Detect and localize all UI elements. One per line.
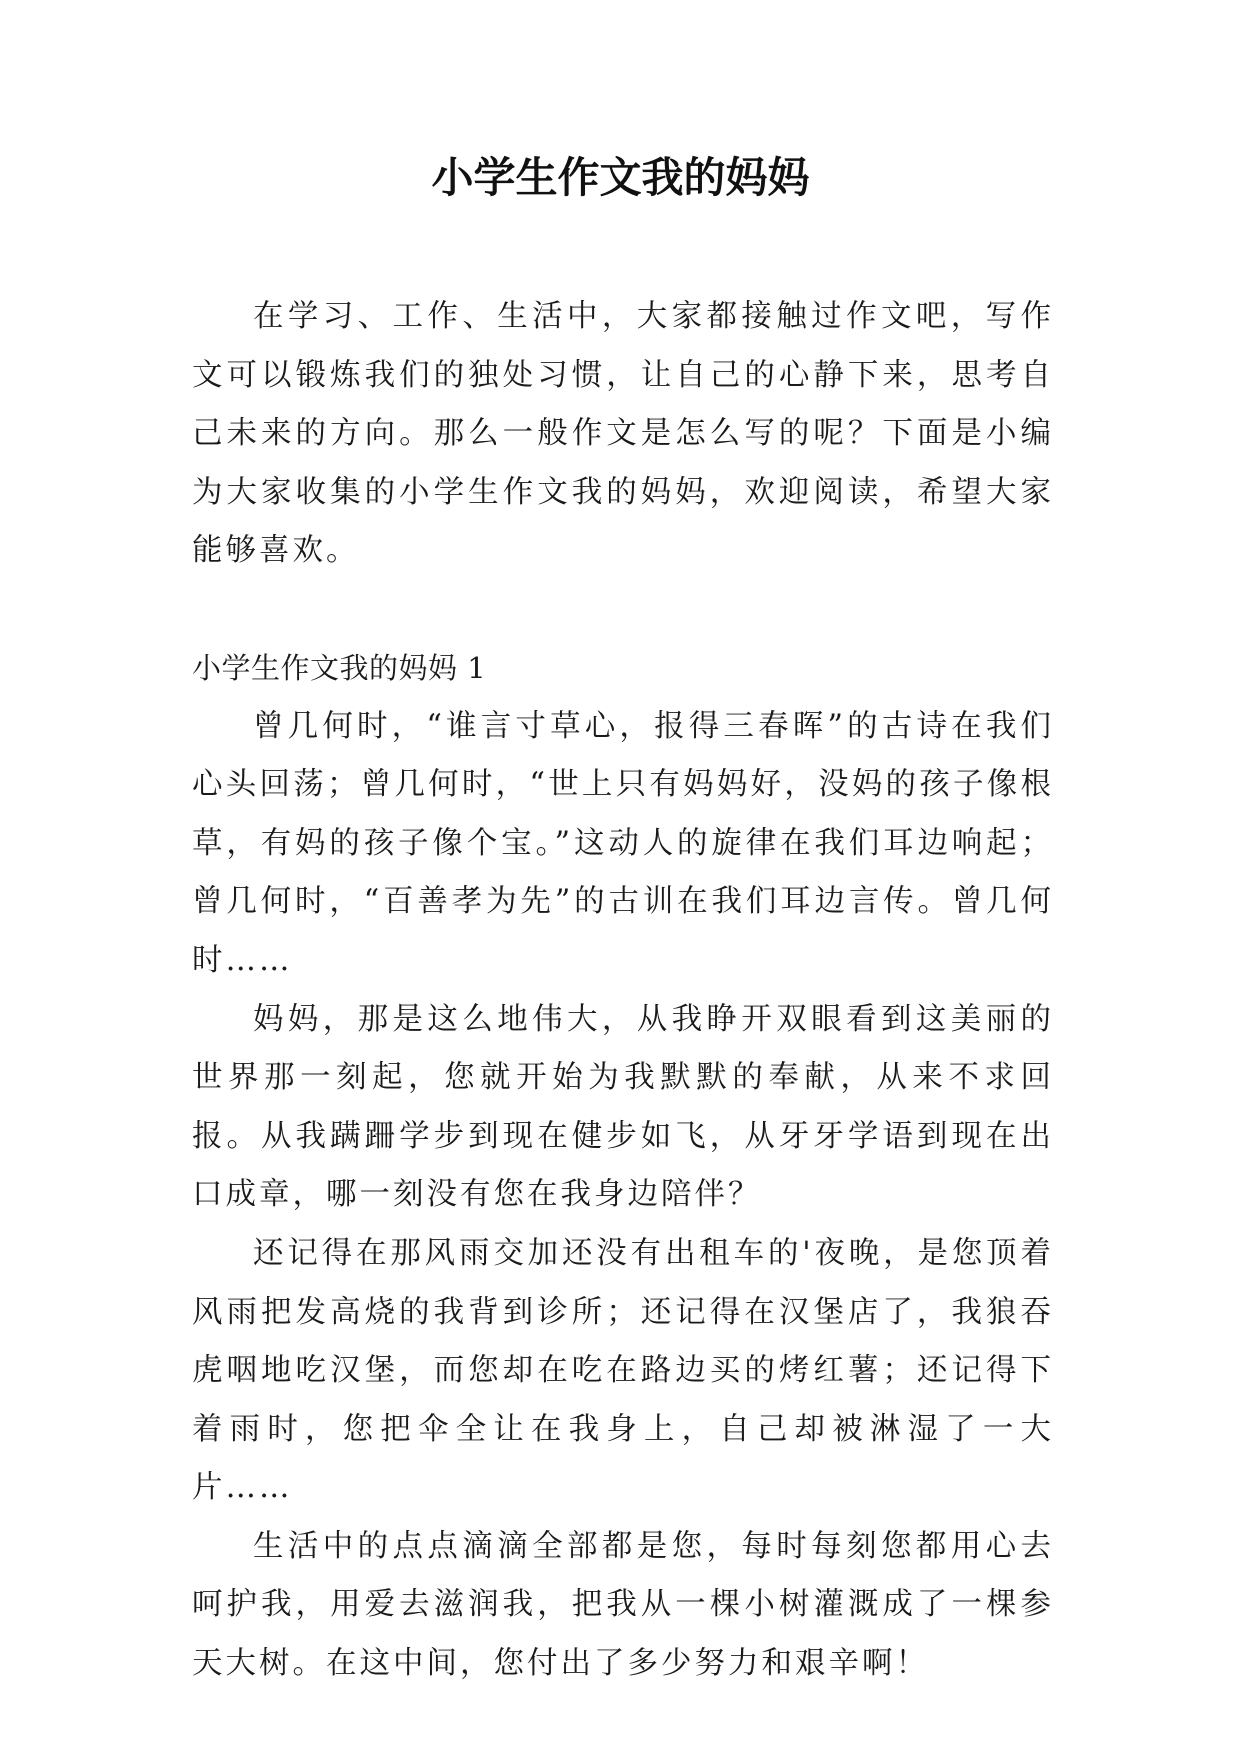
body-paragraph: 生活中的点点滴滴全部都是您，每时每刻您都用心去呵护我，用爱去滋润我，把我从一棵小树灌溉成了一棵参天大树。在这中间，您付出了多少努力和艰辛啊！ (192, 1528, 1054, 1682)
document-body (192, 288, 1054, 1694)
section-heading: 小学生作文我的妈妈 1 (192, 650, 487, 685)
body-paragraph: 妈妈，那是这么地伟大，从我睁开双眼看到这美丽的世界那一刻起，您就开始为我默默的奉献，从来不求回报。从我蹒跚学步到现在健步如飞，从牙牙学语到现在出口成章，哪一刻没有您在我身边陪伴？ (192, 1001, 1054, 1213)
intro-paragraph: 在学习、工作、生活中，大家都接触过作文吧，写作文可以锻炼我们的独处习惯，让自己的心静下来，思考自己未来的方向。那么一般作文是怎么写的呢？下面是小编为大家收集的小学生作文我的妈妈，欢迎阅读，希望大家能够喜欢。 (192, 299, 1054, 569)
body-paragraph: 曾几何时，“谁言寸草心，报得三春晖”的古诗在我们心头回荡；曾几何时，“世上只有妈妈好，没妈的孩子像根草，有妈的孩子像个宝。”这动人的旋律在我们耳边响起；曾几何时，“百善孝为先”的古训在我们耳边言传。曾几何时…… (192, 708, 1054, 978)
document-title: 小学生作文我的妈妈 (431, 153, 810, 202)
body-paragraph: 还记得在那风雨交加还没有出租车的'夜晚，是您顶着风雨把发高烧的我背到诊所；还记得在汉堡店了，我狼吞虎咽地吃汉堡，而您却在吃在路边买的烤红薯；还记得下着雨时，您把伞全让在我身上，自己却被淋湿了一大片…… (192, 1235, 1054, 1506)
